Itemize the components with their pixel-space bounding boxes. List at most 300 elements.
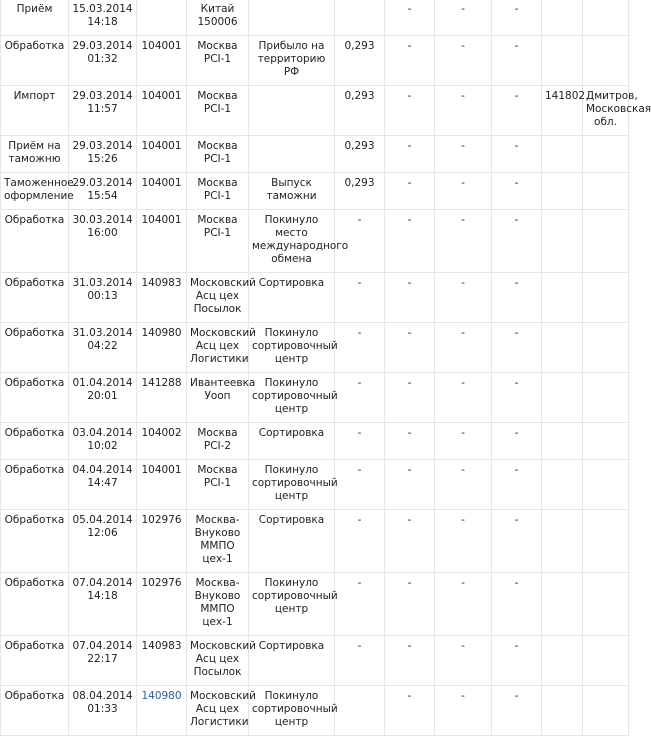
postal-index: 104001 [141,140,182,152]
operation-date: 01.04.2014 [72,377,133,389]
tax-cell [492,36,542,86]
attribute-cell [249,86,335,136]
declared-value-cell [385,323,435,373]
operation-time: 01:33 [87,703,118,715]
tax-value: - [514,177,519,189]
weight-value: 0,293 [344,40,375,52]
operation-time: 00:13 [87,290,118,302]
operation-place: Москва PCI-1 [197,90,238,115]
operation-place: Москва PCI-1 [197,40,238,65]
declared-value-cell [385,36,435,86]
cod-value: - [461,177,465,189]
weight-cell [335,510,385,573]
cod-value: - [461,464,465,476]
dest-index-cell [542,460,583,510]
declared-value-cell [385,686,435,736]
operation-place: Москва PCI-2 [197,427,238,452]
date-cell [69,173,137,210]
postal-index: 104001 [141,214,182,226]
tax-cell [492,173,542,210]
tax-value: - [514,464,519,476]
cod-cell [435,460,492,510]
cod-cell [435,573,492,636]
index-cell [137,173,187,210]
attribute-cell [249,573,338,636]
table-row [1,323,629,373]
declared-value: - [407,177,412,189]
attribute-cell [249,36,335,86]
cod-value: - [461,640,465,652]
place-cell [187,373,256,423]
cod-cell [435,0,492,36]
postal-index: 104001 [141,90,182,102]
operation-time: 04:22 [87,340,118,352]
operation-date: 29.03.2014 [72,140,133,152]
operation-date: 30.03.2014 [72,214,133,226]
date-cell [69,460,137,510]
table-row [1,136,629,173]
declared-value-cell [385,86,435,136]
cod-value: - [461,277,465,289]
declared-value: - [407,640,412,652]
place-cell [187,136,249,173]
operation-date: 31.03.2014 [72,277,133,289]
weight-cell [335,0,385,36]
operation-attribute: Покинуло сортировочный центр [252,377,338,415]
operation-date: 29.03.2014 [72,177,133,189]
place-cell [187,0,249,36]
weight-value: - [357,277,362,289]
operation-place: Москва-Внуково ММПО цех-1 [194,514,241,565]
weight-value: - [357,514,362,526]
postal-index: 104001 [141,177,182,189]
postal-index: 140980 [141,327,182,339]
weight-cell [335,423,385,460]
operation-cell [1,573,69,636]
cod-cell [435,373,492,423]
tax-cell [492,210,542,273]
index-cell [137,636,187,686]
declared-value: - [407,577,412,589]
cod-value: - [461,577,465,589]
attribute-cell [249,636,335,686]
date-cell [69,136,137,173]
table-row [1,423,629,460]
operation-time: 01:32 [87,53,118,65]
index-cell [137,0,187,36]
operation-cell [1,86,69,136]
tax-value: - [514,427,519,439]
index-cell [137,323,187,373]
declared-value: - [407,690,412,702]
operation-date: 03.04.2014 [72,427,133,439]
place-cell [187,510,249,573]
dest-place-cell [583,423,629,460]
operation-date: 04.04.2014 [72,464,133,476]
operation-attribute: Сортировка [258,277,325,289]
operation-time: 20:01 [87,390,118,402]
operation-date: 31.03.2014 [72,327,133,339]
operation-type: Импорт [13,90,56,102]
weight-cell [335,36,385,86]
operation-place: Московский Асц цех Логистики [190,327,256,365]
declared-value-cell [385,210,435,273]
declared-value: - [407,90,412,102]
operation-time: 14:18 [87,590,118,602]
weight-value: 0,293 [344,177,375,189]
place-cell [187,573,249,636]
cod-value: - [461,427,465,439]
attribute-cell [249,136,335,173]
index-cell [137,86,187,136]
place-cell [187,686,256,736]
weight-value: 0,293 [344,90,375,102]
place-cell [187,423,249,460]
date-cell [69,86,137,136]
dest-place-cell [583,173,629,210]
tax-value: - [514,140,519,152]
attribute-cell [249,686,338,736]
declared-value: - [407,277,412,289]
table-row [1,173,629,210]
cod-value: - [461,90,465,102]
date-cell [69,36,137,86]
cod-value: - [461,327,465,339]
declared-value-cell [385,460,435,510]
dest-place-cell [583,323,629,373]
operation-time: 11:57 [87,103,118,115]
declared-value-cell [385,423,435,460]
attribute-cell [249,460,338,510]
tax-cell [492,0,542,36]
operation-type: Обработка [4,377,65,389]
destination-index: 141802 [545,90,586,102]
weight-value: - [357,377,362,389]
table-row [1,210,629,273]
declared-value-cell [385,173,435,210]
tax-cell [492,423,542,460]
tax-cell [492,460,542,510]
declared-value-cell [385,136,435,173]
operation-type: Обработка [4,277,65,289]
index-cell [137,36,187,86]
operation-date: 05.04.2014 [72,514,133,526]
place-cell [187,460,249,510]
cod-cell [435,423,492,460]
cod-cell [435,86,492,136]
dest-place-cell [583,0,629,36]
dest-index-cell [542,36,583,86]
attribute-cell [249,510,335,573]
table-row [1,86,629,136]
operation-cell [1,136,69,173]
weight-value: - [357,464,362,476]
declared-value-cell [385,273,435,323]
dest-index-cell [542,86,586,136]
dest-place-cell [583,573,629,636]
postal-index: 102976 [141,514,182,526]
declared-value-cell [385,0,435,36]
attribute-cell [249,423,335,460]
declared-value-cell [385,373,435,423]
operation-attribute: Выпуск таможни [266,177,317,202]
operation-time: 16:00 [87,227,118,239]
tax-value: - [514,690,519,702]
operation-place: Москва-Внуково ММПО цех-1 [194,577,241,628]
operation-cell [1,510,69,573]
index-cell [137,460,187,510]
operation-cell [1,636,69,686]
cod-cell [435,686,492,736]
declared-value-cell [385,573,435,636]
operation-time: 15:54 [87,190,118,202]
postal-index: 104001 [141,464,182,476]
date-cell [69,210,137,273]
operation-place: Китай 150006 [197,3,238,28]
postal-index: 140983 [141,640,182,652]
dest-index-cell [542,323,583,373]
dest-place-cell [583,373,629,423]
cod-cell [435,136,492,173]
operation-type: Обработка [4,464,65,476]
date-cell [69,636,137,686]
dest-place-cell [583,36,629,86]
operation-time: 12:06 [87,527,118,539]
weight-cell [335,373,385,423]
dest-index-cell [542,636,583,686]
operation-type: Обработка [4,514,65,526]
cod-value: - [461,140,465,152]
operation-type: Обработка [4,690,65,702]
operation-attribute: Покинуло сортировочный центр [252,577,338,615]
weight-value: - [357,577,362,589]
weight-cell [335,173,385,210]
place-cell [187,36,249,86]
operation-time: 22:17 [87,653,118,665]
index-cell [137,510,187,573]
declared-value: - [407,140,412,152]
operation-cell [1,323,69,373]
table-row [1,460,629,510]
weight-cell [335,323,385,373]
weight-cell [335,86,385,136]
attribute-cell [249,173,335,210]
place-cell [187,86,249,136]
postal-index: 141288 [141,377,182,389]
cod-value: - [461,377,465,389]
attribute-cell [249,210,349,273]
postal-index: 104002 [141,427,182,439]
operation-time: 10:02 [87,440,118,452]
weight-value: - [357,427,362,439]
postal-index-link[interactable]: 140980 [141,690,182,702]
operation-type: Приём на таможню [8,140,61,165]
cod-cell [435,173,492,210]
table-row [1,686,629,736]
dest-index-cell [542,423,583,460]
dest-index-cell [542,173,583,210]
operation-attribute: Покинуло сортировочный центр [252,327,338,365]
dest-place-cell [583,510,629,573]
postal-index: 104001 [141,40,182,52]
weight-value: - [357,214,362,226]
operation-type: Приём [16,3,53,15]
index-cell [137,686,187,736]
dest-place-cell [583,636,629,686]
operation-cell [1,0,69,36]
operation-place: Москва PCI-1 [197,464,238,489]
weight-cell [335,273,385,323]
declared-value: - [407,327,412,339]
operation-place: Москва PCI-1 [197,214,238,239]
weight-value: 0,293 [344,140,375,152]
operation-attribute: Сортировка [258,640,325,652]
operation-attribute: Сортировка [258,514,325,526]
operation-date: 15.03.2014 [72,3,133,15]
tax-cell [492,273,542,323]
operation-time: 15:26 [87,153,118,165]
operation-attribute: Покинуло место международного обмена [252,214,349,265]
declared-value-cell [385,510,435,573]
operation-cell [1,460,69,510]
date-cell [69,273,137,323]
date-cell [69,0,137,36]
operation-place: Ивантеевка Уооп [190,377,256,402]
attribute-cell [249,323,338,373]
index-cell [137,273,187,323]
table-row [1,636,629,686]
index-cell [137,136,187,173]
tax-value: - [514,377,519,389]
cod-value: - [461,690,465,702]
index-cell [137,210,187,273]
dest-index-cell [542,373,583,423]
table-row [1,0,629,36]
tax-value: - [514,90,519,102]
cod-cell [435,510,492,573]
dest-place-cell [583,210,629,273]
index-cell [137,373,187,423]
cod-cell [435,636,492,686]
operation-attribute: Покинуло сортировочный центр [252,690,338,728]
operation-date: 29.03.2014 [72,90,133,102]
operation-place: Московский Асц цех Логистики [190,690,256,728]
declared-value: - [407,40,412,52]
tax-value: - [514,277,519,289]
tax-cell [492,323,542,373]
operation-cell [1,273,69,323]
tax-cell [492,573,542,636]
tax-value: - [514,514,519,526]
tax-value: - [514,327,519,339]
weight-cell [335,686,385,736]
place-cell [187,323,256,373]
operation-attribute: Сортировка [258,427,325,439]
weight-value: - [357,640,362,652]
postal-index: 102976 [141,577,182,589]
operation-type: Обработка [4,427,65,439]
operation-place: Москва PCI-1 [197,177,238,202]
date-cell [69,423,137,460]
dest-index-cell [542,510,583,573]
operation-cell [1,210,69,273]
dest-place-cell [583,136,629,173]
index-cell [137,573,187,636]
operation-date: 07.04.2014 [72,640,133,652]
operation-place: Московский Асц цех Посылок [190,640,256,678]
operation-type: Обработка [4,327,65,339]
dest-index-cell [542,0,583,36]
place-cell [187,636,256,686]
attribute-cell [249,373,338,423]
dest-place-cell [583,686,629,736]
operation-time: 14:47 [87,477,118,489]
operation-type: Обработка [4,40,65,52]
cod-value: - [461,40,465,52]
operation-date: 07.04.2014 [72,577,133,589]
operation-date: 08.04.2014 [72,690,133,702]
tax-cell [492,636,542,686]
declared-value: - [407,214,412,226]
date-cell [69,510,137,573]
date-cell [69,686,137,736]
operation-attribute: Прибыло на территорию РФ [257,40,326,78]
operation-cell [1,373,69,423]
table-row [1,273,629,323]
declared-value: - [407,514,412,526]
dest-place-cell [583,86,651,136]
operation-cell [1,423,69,460]
operation-place: Москва PCI-1 [197,140,238,165]
tax-value: - [514,640,519,652]
cod-cell [435,273,492,323]
operation-type: Обработка [4,214,65,226]
dest-index-cell [542,273,583,323]
attribute-cell [249,0,335,36]
operation-time: 14:18 [87,16,118,28]
date-cell [69,323,137,373]
dest-index-cell [542,136,583,173]
operation-type: Таможенное оформление [4,177,74,202]
cod-value: - [461,514,465,526]
operation-place: Московский Асц цех Посылок [190,277,256,315]
weight-cell [335,636,385,686]
tax-value: - [514,577,519,589]
dest-place-cell [583,273,629,323]
tax-cell [492,510,542,573]
cod-cell [435,323,492,373]
place-cell [187,173,249,210]
tax-value: - [514,214,519,226]
date-cell [69,373,137,423]
declared-value-cell [385,636,435,686]
dest-place-cell [583,460,629,510]
table-row [1,36,629,86]
declared-value: - [407,377,412,389]
destination-place: Дмитров, Московская обл. [586,90,651,128]
weight-cell [335,573,385,636]
table-row [1,510,629,573]
dest-index-cell [542,686,583,736]
operation-type: Обработка [4,640,65,652]
postal-index: 140983 [141,277,182,289]
attribute-cell [249,273,335,323]
tax-cell [492,373,542,423]
weight-value: - [357,327,362,339]
cod-value: - [461,214,465,226]
tax-value: - [514,40,519,52]
operation-cell [1,173,74,210]
